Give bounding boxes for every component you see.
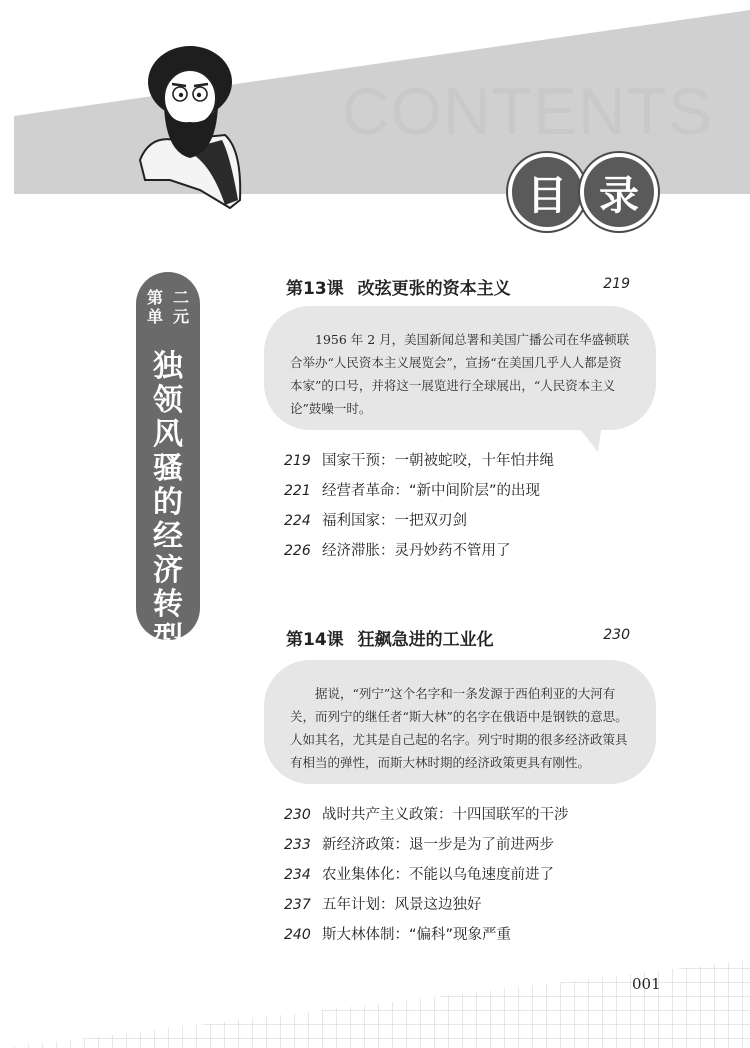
mulu-char-1: 目 <box>508 153 586 231</box>
toc-item-page: 221 <box>284 483 311 499</box>
unit-title-char: 济 <box>153 553 183 588</box>
lesson-page: 230 <box>603 627 630 643</box>
unit-title-char: 的 <box>153 485 183 520</box>
lesson-13-summary-bubble <box>264 306 656 430</box>
grid-paper-decoration <box>0 940 750 1048</box>
toc-item[interactable] <box>284 890 664 920</box>
lesson-14-heading[interactable] <box>286 625 630 650</box>
bearded-philosopher-illustration <box>130 40 250 210</box>
unit-title-char: 转 <box>153 587 183 622</box>
toc-item-title: 经营者革命：“新中间阶层”的出现 <box>322 483 541 499</box>
lesson-14-topics <box>284 800 664 950</box>
unit-title-char: 骚 <box>153 451 183 486</box>
toc-item-title: 福利国家：一把双刃剑 <box>322 513 467 529</box>
lesson-title: 狂飙急进的工业化 <box>357 630 494 650</box>
toc-item-page: 224 <box>284 513 311 529</box>
unit-tab <box>136 272 200 656</box>
unit-title-char: 领 <box>153 383 183 418</box>
toc-item-page: 230 <box>284 807 311 823</box>
toc-item-title: 农业集体化：不能以乌龟速度前进了 <box>322 867 554 883</box>
toc-item-title: 斯大林体制：“偏科”现象严重 <box>322 927 512 943</box>
toc-item-title: 新经济政策：退一步是为了前进两步 <box>322 837 554 853</box>
unit-label-char: 元 <box>172 307 189 326</box>
toc-item[interactable] <box>284 830 664 860</box>
unit-title-char: 型 <box>153 621 183 656</box>
lesson-number: 第13课 <box>286 279 344 299</box>
toc-item[interactable] <box>284 536 664 566</box>
toc-item-title: 国家干预：一朝被蛇咬，十年怕井绳 <box>322 453 554 469</box>
toc-item-page: 234 <box>284 867 311 883</box>
unit-title-char: 独 <box>153 349 183 384</box>
toc-item-page: 219 <box>284 453 311 469</box>
toc-item[interactable] <box>284 800 664 830</box>
unit-label-char: 二 <box>172 288 189 307</box>
toc-item[interactable] <box>284 506 664 536</box>
lesson-page: 219 <box>603 276 630 292</box>
lesson-13-topics <box>284 446 664 566</box>
unit-label-char: 单 <box>146 307 163 326</box>
toc-item[interactable] <box>284 476 664 506</box>
unit-label-char: 第 <box>146 288 163 307</box>
toc-item-title: 经济滞胀：灵丹妙药不管用了 <box>322 543 511 559</box>
toc-item-page: 233 <box>284 837 311 853</box>
toc-item-page: 226 <box>284 543 311 559</box>
toc-item[interactable] <box>284 446 664 476</box>
lesson-number: 第14课 <box>286 630 344 650</box>
toc-item-title: 五年计划：风景这边独好 <box>322 897 482 913</box>
toc-item-page: 240 <box>284 927 311 943</box>
lesson-title: 改弦更张的资本主义 <box>357 279 511 299</box>
lesson-14-summary-bubble <box>264 660 656 784</box>
toc-item[interactable] <box>284 860 664 890</box>
lesson-13-heading[interactable] <box>286 274 630 299</box>
toc-item-page: 237 <box>284 897 311 913</box>
unit-label <box>142 288 194 326</box>
unit-title-char: 经 <box>153 519 183 554</box>
mulu-char-2: 录 <box>580 153 658 231</box>
unit-title-char: 风 <box>153 417 183 452</box>
lesson-summary: 1956 年 2 月，美国新闻总署和美国广播公司在华盛顿联合举办“人民资本主义展览会”，宣扬“在美国几乎人人都是资本家”的口号，并将这一展览进行全球展出，“人民资本主义论”鼓噪一时。 <box>290 332 630 416</box>
lesson-summary: 据说，“列宁”这个名字和一条发源于西伯利亚的大河有关，而列宁的继任者“斯大林”的名字在俄语中是钢铁的意思。人如其名，尤其是自己起的名字。列宁时期的很多经济政策具有相当的弹性，而斯大林时期的经济政策更具有刚性。 <box>290 686 628 770</box>
page-number: 001 <box>632 975 661 993</box>
toc-item-title: 战时共产主义政策：十四国联军的干涉 <box>322 807 569 823</box>
unit-title <box>136 350 200 656</box>
contents-heading: CONTENTS <box>342 74 713 148</box>
